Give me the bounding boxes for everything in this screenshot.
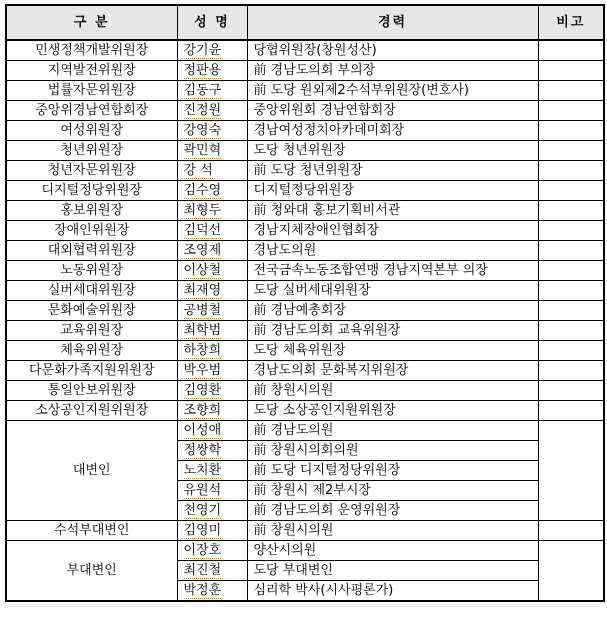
row-name: 조영제	[177, 241, 247, 261]
row-career: 도당 소상공인지원위원장	[247, 401, 538, 421]
row-note	[538, 261, 604, 281]
row-name: 김영미	[177, 521, 247, 541]
row-name: 곽민혁	[177, 141, 247, 161]
row-note	[538, 181, 604, 201]
row-note	[538, 40, 604, 61]
row-career: 前 청와대 홍보기획비서관	[247, 201, 538, 221]
row-name: 진정원	[177, 101, 247, 121]
row-career: 前 도당 디지털정당위원장	[247, 461, 538, 481]
row-category: 통일안보위원장	[6, 381, 177, 401]
roster-table	[5, 4, 605, 602]
deputy-category: 부대변인	[6, 541, 177, 602]
row-career: 디지털정당위원장	[247, 181, 538, 201]
row-note	[538, 101, 604, 121]
table-row	[6, 101, 604, 121]
table-row	[6, 241, 604, 261]
row-note	[538, 541, 604, 602]
row-career: 중앙위원회 경남연합회장	[247, 101, 538, 121]
row-career: 前 창원시의원	[247, 381, 538, 401]
row-category: 법률자문위원장	[6, 81, 177, 101]
table-row	[6, 221, 604, 241]
row-category: 대외협력위원장	[6, 241, 177, 261]
row-name: 정쌍학	[177, 441, 247, 461]
table-row	[6, 401, 604, 421]
row-note	[538, 421, 604, 521]
table-row	[6, 181, 604, 201]
row-career: 경남도의원	[247, 241, 538, 261]
table-row	[6, 121, 604, 141]
row-name: 하창희	[177, 341, 247, 361]
table-row	[6, 521, 604, 541]
row-name: 유원석	[177, 481, 247, 501]
row-note	[538, 281, 604, 301]
row-career: 前 창원시의회의원	[247, 441, 538, 461]
table-row	[6, 421, 604, 441]
row-name: 이상철	[177, 261, 247, 281]
row-category: 디지털정당위원장	[6, 181, 177, 201]
row-career: 도당 체육위원장	[247, 341, 538, 361]
table-row	[6, 341, 604, 361]
table-row	[6, 161, 604, 181]
row-category: 홍보위원장	[6, 201, 177, 221]
row-category: 소상공인지원위원장	[6, 401, 177, 421]
row-name: 최학범	[177, 321, 247, 341]
table-row	[6, 40, 604, 61]
row-career: 前 창원시 제2부시장	[247, 481, 538, 501]
row-name: 최진철	[177, 561, 247, 581]
row-career: 도당 부대변인	[247, 561, 538, 581]
row-note	[538, 341, 604, 361]
row-category: 체육위원장	[6, 341, 177, 361]
row-career: 당협위원장(창원성산)	[247, 40, 538, 61]
row-note	[538, 61, 604, 81]
row-name: 조향희	[177, 401, 247, 421]
row-name: 노치환	[177, 461, 247, 481]
row-career: 전국금속노동조합연맹 경남지역본부 의장	[247, 261, 538, 281]
row-note	[538, 241, 604, 261]
row-note	[538, 401, 604, 421]
row-note	[538, 321, 604, 341]
row-name: 김영환	[177, 381, 247, 401]
row-name: 천영기	[177, 501, 247, 521]
row-category: 청년자문위원장	[6, 161, 177, 181]
table-row	[6, 261, 604, 281]
header-career: 경력	[247, 5, 538, 40]
row-note	[538, 81, 604, 101]
row-career: 前 경남도의원	[247, 421, 538, 441]
row-career: 도당 청년위원장	[247, 141, 538, 161]
row-name: 강 석	[177, 161, 247, 181]
row-career: 도당 실버세대위원장	[247, 281, 538, 301]
row-name: 강기윤	[177, 40, 247, 61]
header-name: 성 명	[177, 5, 247, 40]
table-row	[6, 381, 604, 401]
row-note	[538, 121, 604, 141]
row-career: 前 경남예총회장	[247, 301, 538, 321]
row-note	[538, 301, 604, 321]
row-name: 이성애	[177, 421, 247, 441]
row-note	[538, 361, 604, 381]
row-category: 장애인위원장	[6, 221, 177, 241]
table-row	[6, 321, 604, 341]
row-career: 前 도당 원외제2수석부위원장(변호사)	[247, 81, 538, 101]
row-name: 최재영	[177, 281, 247, 301]
row-career: 前 도당 청년위원장	[247, 161, 538, 181]
row-career: 前 창원시의원	[247, 521, 538, 541]
row-career: 前 경남도의회 부의장	[247, 61, 538, 81]
row-category: 중앙위경남연합회장	[6, 101, 177, 121]
row-note	[538, 141, 604, 161]
row-category: 교육위원장	[6, 321, 177, 341]
row-career: 심리학 박사(시사평론가)	[247, 581, 538, 602]
table-row	[6, 81, 604, 101]
header-row	[6, 5, 604, 40]
table-row	[6, 141, 604, 161]
row-career: 前 경남도의회 교육위원장	[247, 321, 538, 341]
spokesperson-category: 대변인	[6, 421, 177, 521]
table-row	[6, 281, 604, 301]
row-name: 정판용	[177, 61, 247, 81]
row-name: 최형두	[177, 201, 247, 221]
row-note	[538, 221, 604, 241]
row-note	[538, 201, 604, 221]
chief-deputy-category: 수석부대변인	[6, 521, 177, 541]
row-name: 김동구	[177, 81, 247, 101]
row-career: 경남도의회 문화복지위원장	[247, 361, 538, 381]
row-name: 김수영	[177, 181, 247, 201]
row-name: 이장호	[177, 541, 247, 561]
table-row	[6, 61, 604, 81]
row-career: 경남여성정치아카데미회장	[247, 121, 538, 141]
row-note	[538, 381, 604, 401]
row-category: 지역발전위원장	[6, 61, 177, 81]
row-name: 박우범	[177, 361, 247, 381]
table-row	[6, 301, 604, 321]
row-category: 여성위원장	[6, 121, 177, 141]
row-career: 양산시의원	[247, 541, 538, 561]
row-career: 경남지체장애인협회장	[247, 221, 538, 241]
row-note	[538, 161, 604, 181]
table-row	[6, 201, 604, 221]
row-category: 청년위원장	[6, 141, 177, 161]
row-name: 김덕선	[177, 221, 247, 241]
row-note	[538, 521, 604, 541]
row-category: 문화예술위원장	[6, 301, 177, 321]
table-row	[6, 541, 604, 561]
row-career: 前 경남도의회 운영위원장	[247, 501, 538, 521]
table-row	[6, 361, 604, 381]
row-name: 강영숙	[177, 121, 247, 141]
row-category: 실버세대위원장	[6, 281, 177, 301]
roster-body	[6, 40, 604, 601]
header-note: 비고	[538, 5, 604, 40]
row-name: 공병철	[177, 301, 247, 321]
row-category: 다문화가족지원위원장	[6, 361, 177, 381]
row-name: 박정훈	[177, 581, 247, 602]
header-category: 구 분	[6, 5, 177, 40]
row-category: 민생정책개발위원장	[6, 40, 177, 61]
roster-table-wrapper	[5, 4, 605, 602]
row-category: 노동위원장	[6, 261, 177, 281]
